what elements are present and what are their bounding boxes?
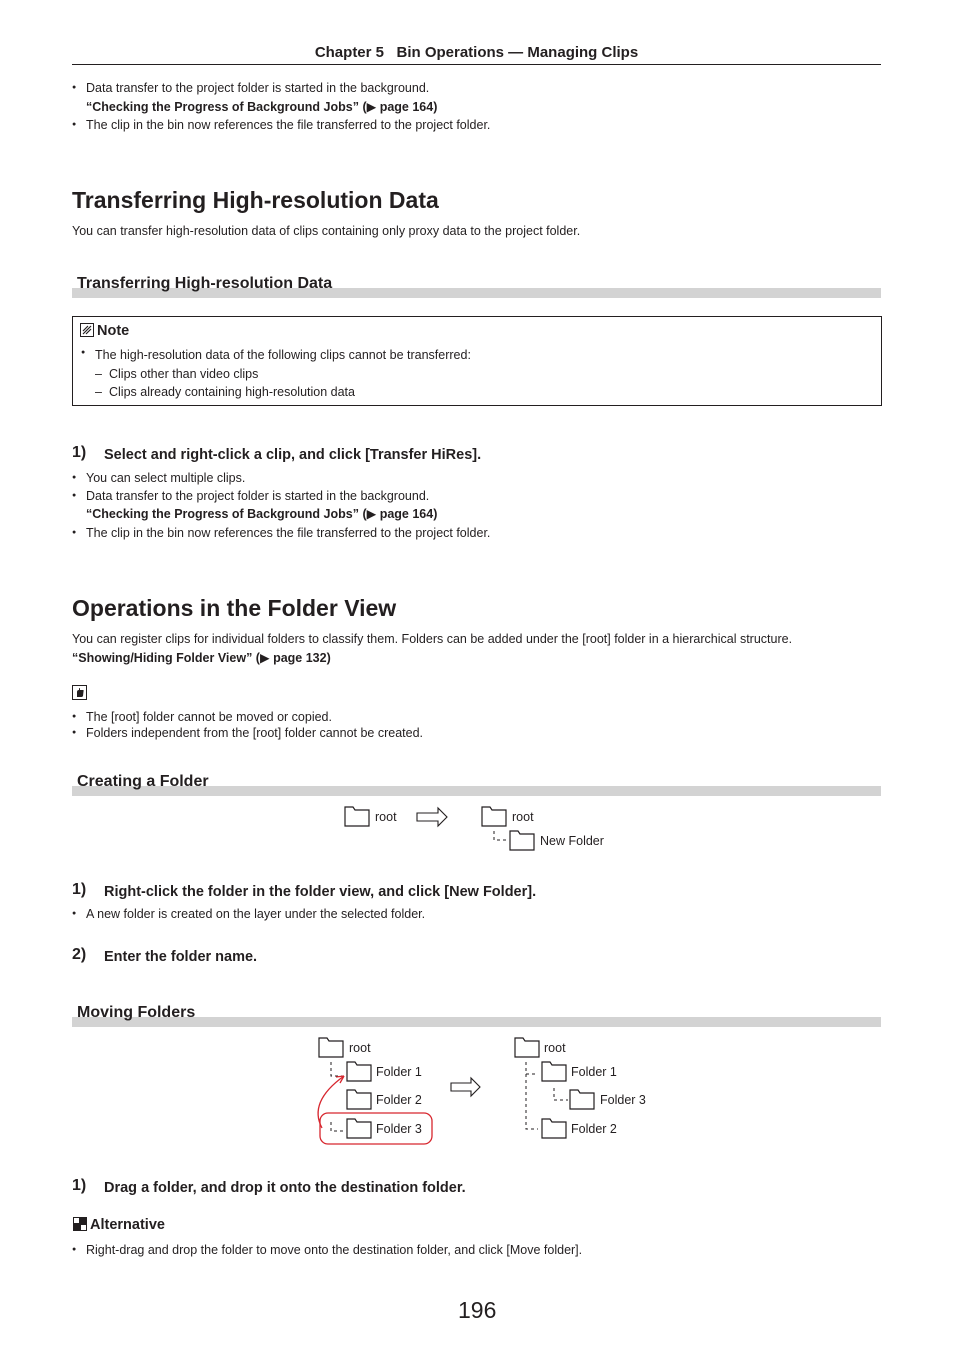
subsection-heading: Creating a Folder — [77, 773, 209, 790]
arrow-right-icon: ▶ — [366, 507, 377, 521]
folder-icon — [515, 1038, 539, 1057]
cross-reference-link[interactable]: “Checking the Progress of Background Jobs” (▶ page 164) — [86, 507, 438, 521]
important-icon — [72, 685, 88, 701]
list-item: ● The high-resolution data of the following clips cannot be transferred: — [81, 348, 471, 362]
folder-label-root: root — [375, 810, 397, 824]
folder-icon — [482, 807, 506, 826]
subsection-heading: Moving Folders — [77, 1004, 196, 1021]
page-number: 196 — [458, 1297, 497, 1323]
move-folder-diagram — [300, 1030, 670, 1150]
list-item: ● Data transfer to the project folder is started in the background. — [72, 488, 429, 504]
step-number: 2) — [72, 946, 87, 963]
section-heading: Transferring High-resolution Data — [72, 187, 439, 213]
note-box — [72, 316, 882, 406]
section-intro: You can transfer high-resolution data of clips containing only proxy data to the project folder. — [72, 224, 581, 238]
dash-item: – Clips other than video clips — [95, 367, 259, 381]
step-text: Drag a folder, and drop it onto the destination folder. — [104, 1180, 466, 1196]
create-folder-diagram — [340, 800, 630, 860]
folder-label-new-folder: New Folder — [540, 834, 604, 848]
list-item: ● The clip in the bin now references the file transferred to the project folder. — [72, 117, 490, 133]
folder-label-folder2: Folder 2 — [571, 1122, 617, 1136]
list-item: ● Right-drag and drop the folder to move onto the destination folder, and click [Move folder]. — [72, 1242, 582, 1258]
folder-label-root: root — [544, 1041, 566, 1055]
tree-connector — [554, 1088, 568, 1100]
arrow-right-icon — [417, 808, 447, 826]
folder-label-folder2: Folder 2 — [376, 1093, 422, 1107]
tree-connector — [494, 831, 508, 840]
step-text: Enter the folder name. — [104, 949, 258, 965]
running-header-title: Chapter 5 Bin Operations — Managing Clips — [314, 44, 639, 61]
tree-connector — [526, 1062, 538, 1129]
arrow-right-icon: ▶ — [259, 651, 270, 665]
folder-icon — [347, 1090, 371, 1109]
list-item: ● Data transfer to the project folder is started in the background. — [72, 80, 429, 96]
alternative-icon — [72, 1216, 88, 1232]
list-item: ● The clip in the bin now references the file transferred to the project folder. — [72, 525, 490, 541]
folder-icon — [347, 1062, 371, 1081]
note-icon — [80, 323, 94, 337]
arrow-right-icon: ▶ — [366, 100, 377, 114]
tree-connector — [331, 1122, 344, 1131]
arrow-right-icon — [451, 1078, 480, 1096]
list-item: ● Folders independent from the [root] folder cannot be created. — [72, 725, 423, 741]
dash-item: – Clips already containing high-resolution data — [95, 385, 355, 399]
folder-icon — [570, 1090, 594, 1109]
section-heading: Operations in the Folder View — [72, 595, 397, 621]
folder-icon — [319, 1038, 343, 1057]
cross-reference-link[interactable]: “Showing/Hiding Folder View” (▶ page 132) — [72, 651, 331, 665]
drag-arrow — [318, 1076, 344, 1128]
folder-label-folder3: Folder 3 — [600, 1093, 646, 1107]
folder-label-folder1: Folder 1 — [571, 1065, 617, 1079]
list-item: ● A new folder is created on the layer under the selected folder. — [72, 906, 425, 922]
folder-label-folder1: Folder 1 — [376, 1065, 422, 1079]
note-label: Note — [97, 323, 130, 339]
folder-label-folder3: Folder 3 — [376, 1122, 422, 1136]
step-text: Right-click the folder in the folder view, and click [New Folder]. — [104, 884, 537, 900]
cross-reference-link[interactable]: “Checking the Progress of Background Jobs” (▶ page 164) — [86, 100, 438, 114]
alternative-label: Alternative — [90, 1217, 165, 1233]
step-number: 1) — [72, 444, 87, 461]
step-number: 1) — [72, 1177, 87, 1194]
folder-icon — [345, 807, 369, 826]
folder-label-root: root — [512, 810, 534, 824]
section-intro: You can register clips for individual folders to classify them. Folders can be added under the [root] folder in a hierarchical structure. — [72, 632, 793, 646]
step-text: Select and right-click a clip, and click [Transfer HiRes]. — [104, 447, 482, 463]
subsection-heading: Transferring High-resolution Data — [77, 275, 333, 292]
folder-icon — [542, 1062, 566, 1081]
step-number: 1) — [72, 881, 87, 898]
running-header — [72, 44, 881, 65]
list-item: ● You can select multiple clips. — [72, 470, 245, 486]
folder-icon — [347, 1119, 371, 1138]
list-item: ● The [root] folder cannot be moved or copied. — [72, 709, 332, 725]
folder-icon — [542, 1119, 566, 1138]
folder-icon — [510, 831, 534, 850]
folder-label-root: root — [349, 1041, 371, 1055]
tree-connector — [331, 1062, 344, 1076]
